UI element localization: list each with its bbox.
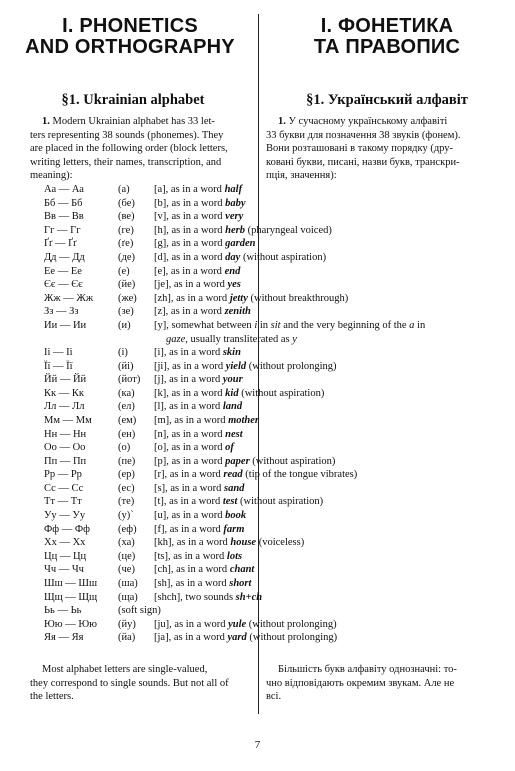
alphabet-row	[44, 523, 484, 537]
section-heading-ukrainian: §1. Український алфавіт	[306, 92, 468, 108]
letter-name: (че)	[118, 564, 135, 576]
example-word: day	[225, 251, 241, 263]
letter-pair: Ьь — Ьь	[44, 605, 82, 617]
letter-name: (ел)	[118, 401, 135, 413]
example-word: very	[225, 211, 244, 223]
example-word: zenith	[224, 306, 251, 318]
example-word: nest	[225, 428, 243, 440]
alphabet-row	[44, 441, 484, 455]
letter-pair: Іі — Іі	[44, 346, 73, 358]
letter-name: (де)	[118, 251, 135, 263]
letter-pair: Єє — Єє	[44, 279, 83, 291]
text-line: Most alphabet letters are single-valued,	[42, 664, 208, 675]
letter-pair: Шш — Шш	[44, 578, 98, 590]
pronunciation-note: [r], as in a word read (tip of the tongue vibrates)	[154, 469, 358, 481]
alphabet-row	[44, 618, 484, 632]
title-line: I. PHONETICS	[62, 15, 198, 37]
letter-pair: Цц — Цц	[44, 550, 87, 562]
alphabet-row	[44, 509, 484, 523]
alphabet-row	[44, 577, 484, 591]
example-word: read	[223, 469, 243, 481]
letter-name: (soft sign)	[118, 605, 161, 617]
example-word: farm	[223, 523, 245, 535]
alphabet-row	[44, 414, 484, 428]
alphabet-row	[44, 197, 484, 211]
alphabet-row	[44, 346, 484, 360]
letter-name: (йа)	[118, 632, 136, 644]
alphabet-row	[44, 373, 484, 387]
intro-paragraph-english	[30, 115, 252, 183]
letter-pair: Сс — Сс	[44, 482, 84, 494]
alphabet-table	[44, 183, 484, 645]
letter-pair: Уу — Уу	[44, 510, 86, 522]
letter-name: (ха)	[118, 537, 135, 549]
text-line: they correspond to single sounds. But not all of	[30, 677, 229, 689]
alphabet-row	[44, 237, 484, 251]
pronunciation-note: [s], as in a word sand	[154, 482, 245, 494]
letter-name: (у)`	[118, 510, 134, 522]
page-number: 7	[254, 739, 261, 751]
letter-pair: Йй — Йй	[44, 374, 87, 386]
intro-paragraph-ukrainian	[266, 115, 486, 183]
example-word: your	[222, 374, 243, 386]
letter-pair: Юю — Юю	[44, 618, 98, 630]
letter-name: (зе)	[118, 306, 134, 318]
letter-name: (ща)	[118, 591, 138, 603]
pronunciation-note: [g], as in a word garden	[154, 238, 256, 250]
alphabet-row	[44, 631, 484, 645]
letter-name: (ен)	[118, 428, 136, 440]
letter-name: (ве)	[118, 211, 135, 223]
letter-pair: Ее — Ее	[44, 265, 82, 277]
pronunciation-note: [h], as in a word herb (pharyngeal voiced)	[154, 224, 332, 236]
letter-name: (е)	[118, 265, 130, 277]
letter-pair: Її — Її	[44, 360, 73, 372]
pronunciation-note: [z], as in a word zenith	[154, 306, 251, 318]
letter-pair: Гг — Гг	[44, 224, 81, 236]
note-line-2: gaze, usually transliterated as y	[166, 333, 297, 345]
pronunciation-note: [ju], as in a word yule (without prolonging)	[154, 618, 337, 630]
text-line-body: Modern Ukrainian alphabet has 33 let-	[52, 116, 215, 127]
pronunciation-note: [kh], as in a word house (voiceless)	[154, 537, 305, 549]
pronunciation-note: [u], as in a word book	[154, 510, 247, 522]
example-word: skin	[222, 346, 241, 358]
text-line: пція, значення):	[266, 170, 337, 181]
text-line: чно відповідають окремим звукам. Але не	[266, 677, 455, 689]
footer-paragraph-ukrainian	[266, 663, 486, 704]
letter-pair: Тт — Тт	[44, 496, 82, 508]
example-word: lots	[226, 550, 243, 562]
text-line-lead: 1.	[42, 116, 50, 127]
pronunciation-note: [o], as in a word of	[154, 442, 234, 454]
pronunciation-note: [t], as in a word test (without aspiration)	[154, 496, 324, 508]
letter-name: (и)	[118, 319, 131, 331]
text-line: the letters.	[30, 691, 74, 702]
pronunciation-note: [b], as in a word baby	[154, 197, 246, 209]
letter-pair: Бб — Бб	[44, 197, 83, 209]
text-line	[30, 115, 252, 129]
letter-name: (йе)	[118, 279, 136, 291]
letter-pair: Нн — Нн	[44, 428, 87, 440]
letter-pair: Мм — Мм	[44, 414, 92, 426]
pronunciation-note: [v], as in a word very	[154, 211, 244, 223]
alphabet-row	[44, 550, 484, 564]
text-line: ковані букви, писані, назви букв, транскри-	[266, 156, 460, 168]
text-line-lead: 1.	[278, 116, 286, 127]
example-word: sh+ch	[235, 591, 263, 603]
alphabet-row	[44, 319, 484, 346]
letter-pair: Лл — Лл	[44, 401, 85, 413]
letter-name: (еф)	[118, 523, 137, 535]
pronunciation-note: [shch], two sounds sh+ch	[154, 591, 263, 603]
example-letter: a	[409, 319, 415, 331]
letter-name: (те)	[118, 496, 135, 508]
letter-pair: Кк — Кк	[44, 387, 84, 399]
example-letter: i	[254, 319, 258, 331]
example-word: yard	[227, 632, 247, 644]
letter-pair: Пп — Пп	[44, 455, 87, 467]
text-line: writing letters, their names, transcription, and	[30, 156, 222, 168]
example-word: mother	[228, 414, 259, 426]
alphabet-row	[44, 468, 484, 482]
alphabet-row	[44, 183, 484, 197]
alphabet-row	[44, 482, 484, 496]
alphabet-row	[44, 224, 484, 238]
example-word: land	[222, 401, 243, 413]
pronunciation-note	[154, 319, 425, 346]
text-line-body: У сучасному українському алфавіті	[288, 116, 448, 127]
letter-pair: Чч — Чч	[44, 564, 84, 576]
pronunciation-note: [e], as in a word end	[154, 265, 241, 277]
pronunciation-note: [f], as in a word farm	[154, 523, 245, 535]
alphabet-row	[44, 292, 484, 306]
letter-pair: Оо — Оо	[44, 442, 86, 454]
title-line: I. ФОНЕТИКА	[320, 15, 454, 37]
letter-pair: Ии — Ии	[44, 319, 87, 331]
letter-name: (о)	[118, 442, 131, 454]
example-word: herb	[225, 224, 245, 236]
example-word: yule	[228, 618, 247, 630]
text-line: Вони розташовані в такому порядку (дру-	[266, 143, 454, 154]
pronunciation-note: [ch], as in a word chant	[154, 564, 255, 576]
letter-pair: Дд — Дд	[44, 251, 85, 263]
pronunciation-note: [m], as in a word mother	[154, 414, 259, 426]
alphabet-row	[44, 604, 484, 618]
alphabet-row	[44, 495, 484, 509]
pronunciation-note: [sh], as in a word short	[154, 578, 252, 590]
pronunciation-note: [l], as in a word land	[154, 401, 243, 413]
letter-name: (ша)	[118, 578, 138, 590]
example-word: sand	[223, 482, 245, 494]
letter-name: (а)	[118, 184, 130, 195]
letter-pair: Фф — Фф	[44, 523, 90, 535]
title-line: ТА ПРАВОПИС	[313, 36, 461, 58]
alphabet-row	[44, 251, 484, 265]
letter-pair: Хх — Хх	[44, 537, 86, 549]
letter-name: (бе)	[118, 197, 135, 209]
text-line: meaning):	[30, 170, 73, 181]
example-word: yield	[225, 360, 247, 372]
example-word: half	[224, 184, 243, 195]
text-line: are placed in the following order (block letters,	[30, 143, 228, 154]
pronunciation-note: [a], as in a word half	[154, 184, 243, 195]
letter-name: (ес)	[118, 482, 135, 494]
example-word: sit	[270, 319, 281, 331]
alphabet-row	[44, 265, 484, 279]
alphabet-row	[44, 360, 484, 374]
example-word: of	[225, 442, 234, 454]
alphabet-row	[44, 455, 484, 469]
chapter-title-english	[15, 16, 245, 58]
example-word: house	[230, 537, 257, 549]
pronunciation-note: [ts], as in a word lots	[154, 550, 243, 562]
section-heading-english: §1. Ukrainian alphabet	[61, 92, 205, 108]
letter-name: (ем)	[118, 414, 137, 426]
text-line	[266, 115, 486, 129]
note-line-1: [y], somewhat between i in sit and the very beginning of the a in	[154, 319, 426, 331]
text-line: ters representing 38 sounds (phonemes). They	[30, 129, 224, 141]
alphabet-row	[44, 536, 484, 550]
alphabet-row	[44, 210, 484, 224]
text-line: Більшість букв алфавіту однозначні: то-	[278, 664, 457, 675]
example-word: yes	[227, 279, 241, 291]
letter-pair: Зз — Зз	[44, 306, 79, 318]
footer-paragraph-english	[30, 663, 252, 704]
example-word: jetty	[229, 292, 248, 304]
example-word: baby	[225, 197, 246, 209]
text-line: 33 букви для позначення 38 звуків (фонем).	[266, 129, 461, 141]
letter-name: (ґе)	[118, 238, 134, 250]
letter-name: (ер)	[118, 469, 135, 481]
text-line: всі.	[266, 691, 282, 702]
letter-name: (йі)	[118, 360, 134, 372]
title-line: AND ORTHOGRAPHY	[25, 36, 235, 58]
example-word: kid	[225, 387, 239, 399]
pronunciation-note: [j], as in a word your	[154, 374, 243, 386]
alphabet-row	[44, 305, 484, 319]
example-word: gaze	[166, 333, 186, 345]
letter-pair: Вв — Вв	[44, 211, 84, 223]
letter-name: (це)	[118, 550, 136, 562]
pronunciation-note: [k], as in a word kid (without aspiration)	[154, 387, 325, 399]
pronunciation-note: [ji], as in a word yield (without prolonging)	[154, 360, 337, 372]
letter-name: (і)	[118, 346, 128, 358]
pronunciation-note: [je], as in a word yes	[154, 279, 241, 291]
pronunciation-note: [d], as in a word day (without aspiration)	[154, 251, 327, 263]
alphabet-row	[44, 400, 484, 414]
letter-pair: Щщ — Щщ	[44, 591, 98, 603]
example-word: test	[222, 496, 238, 508]
example-letter: y	[292, 333, 297, 345]
letter-pair: Жж — Жж	[44, 292, 94, 304]
example-word: short	[229, 578, 252, 590]
pronunciation-note: [zh], as in a word jetty (without breakthrough)	[154, 292, 349, 304]
alphabet-row	[44, 591, 484, 605]
letter-name: (пе)	[118, 455, 136, 467]
letter-pair: Аа — Аа	[44, 184, 84, 195]
pronunciation-note: [i], as in a word skin	[154, 346, 241, 358]
alphabet-row	[44, 563, 484, 577]
letter-name: (ка)	[118, 387, 135, 399]
example-word: paper	[225, 455, 250, 467]
example-word: book	[225, 510, 247, 522]
letter-name: (йот)	[118, 374, 141, 386]
alphabet-row	[44, 387, 484, 401]
pronunciation-note: [n], as in a word nest	[154, 428, 243, 440]
example-word: garden	[225, 238, 256, 250]
letter-pair: Яя — Яя	[44, 632, 84, 644]
example-word: end	[224, 265, 241, 277]
letter-pair: Рр — Рр	[44, 469, 82, 481]
alphabet-row	[44, 428, 484, 442]
pronunciation-note: [ja], as in a word yard (without prolonging)	[154, 632, 338, 644]
example-word: chant	[229, 564, 255, 576]
pronunciation-note: [p], as in a word paper (without aspiration)	[154, 455, 336, 467]
letter-pair: Ґґ — Ґґ	[44, 238, 77, 250]
letter-name: (же)	[118, 292, 137, 304]
letter-name: (йу)	[118, 618, 136, 630]
chapter-title-ukrainian	[272, 16, 502, 58]
alphabet-row	[44, 278, 484, 292]
letter-name: (ге)	[118, 224, 134, 236]
